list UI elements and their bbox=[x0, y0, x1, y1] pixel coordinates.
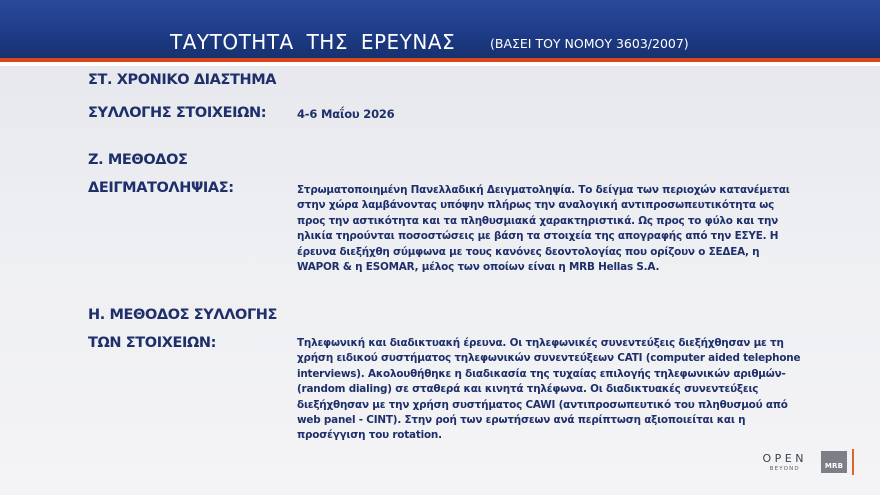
collection-line: χρήση ειδικού συστήματος τηλεφωνικών συνεντεύξεων CATI (computer aided telephone bbox=[297, 352, 801, 365]
sampling-line: WAPOR & η ESOMAR, μέλος των οποίων είναι η MRB Hellas S.A. bbox=[297, 261, 660, 274]
collection-line: (random dialing) σε σταθερά και κινητά τηλέφωνα. Οι διαδικτυακές συνεντεύξεις bbox=[297, 383, 759, 396]
beyond-logo-text: BEYOND bbox=[769, 466, 800, 472]
collection-line: interviews). Ακολουθήθηκε η διαδικασία της τυχαίας επιλογής τηλεφωνικών αριθμών- bbox=[297, 367, 786, 380]
sampling-label-line2: ΔΕΙΓΜΑΤΟΛΗΨΙΑΣ: bbox=[88, 180, 234, 196]
sampling-label-line1: Ζ. ΜΕΘΟΔΟΣ bbox=[88, 152, 188, 168]
sampling-line: προς την αστικότητα και τα πληθυσμιακά χαρακτηριστικά. Ως προς το φύλο και την bbox=[297, 214, 779, 227]
sampling-line: έρευνα διεξήχθη σύμφωνα με τους κανόνες δεοντολογίας που ορίζουν ο ΣΕΔΕΑ, η bbox=[297, 245, 760, 258]
sampling-line: στην χώρα λαμβάνοντας υπόψην πλήρως την αναλογική αντιπροσωπευτικότητα ως bbox=[297, 199, 775, 212]
collection-line: web panel - CINT). Στην ροή των ερωτήσεων ανά περίπτωση αξιοποιείται και η bbox=[297, 414, 746, 427]
page-subtitle: (ΒΑΣΕΙ ΤΟΥ ΝΟΜΟΥ 3603/2007) bbox=[490, 36, 689, 51]
period-label-line2: ΣΥΛΛΟΓΗΣ ΣΤΟΙΧΕΙΩΝ: bbox=[88, 105, 267, 121]
collection-label-line2: ΤΩΝ ΣΤΟΙΧΕΙΩΝ: bbox=[88, 335, 217, 351]
header-bar bbox=[0, 0, 880, 62]
page-title: ΤΑΥΤΟΤΗΤΑ ΤΗΣ ΕΡΕΥΝΑΣ bbox=[170, 30, 456, 54]
open-logo-text: OPEN bbox=[762, 452, 807, 465]
mrb-logo bbox=[821, 451, 847, 473]
sampling-line: Στρωματοποιημένη Πανελλαδική Δειγματοληψία. Το δείγμα των περιοχών κατανέμεται bbox=[297, 184, 790, 196]
footer-logos bbox=[763, 445, 854, 479]
collection-description bbox=[297, 336, 867, 444]
collection-label-line1: Η. ΜΕΘΟΔΟΣ ΣΥΛΛΟΓΗΣ bbox=[88, 307, 278, 323]
sampling-description bbox=[297, 183, 867, 275]
orange-accent-bar bbox=[852, 449, 854, 475]
collection-line: Τηλεφωνική και διαδικτυακή έρευνα. Οι τηλεφωνικές συνεντεύξεις διεξήχθησαν με τη bbox=[297, 337, 784, 349]
sampling-line: ηλικία τηρούνται ποσοστώσεις με βάση τα στοιχεία της απογραφής από την ΕΣΥΕ. Η bbox=[297, 230, 779, 243]
collection-line: διεξήχθησαν με την χρήση συστήματος CAWI (αντιπροσωπευτικό του πληθυσμού από bbox=[297, 398, 788, 411]
mrb-logo-text: MRB bbox=[824, 462, 844, 470]
period-value: 4-6 Μαΐου 2026 bbox=[297, 107, 395, 121]
open-beyond-logo bbox=[763, 452, 807, 472]
period-label-line1: ΣΤ. ΧΡΟΝΙΚΟ ΔΙΑΣΤΗΜΑ bbox=[88, 72, 277, 88]
collection-line: προσέγγιση του rotation. bbox=[297, 429, 442, 442]
